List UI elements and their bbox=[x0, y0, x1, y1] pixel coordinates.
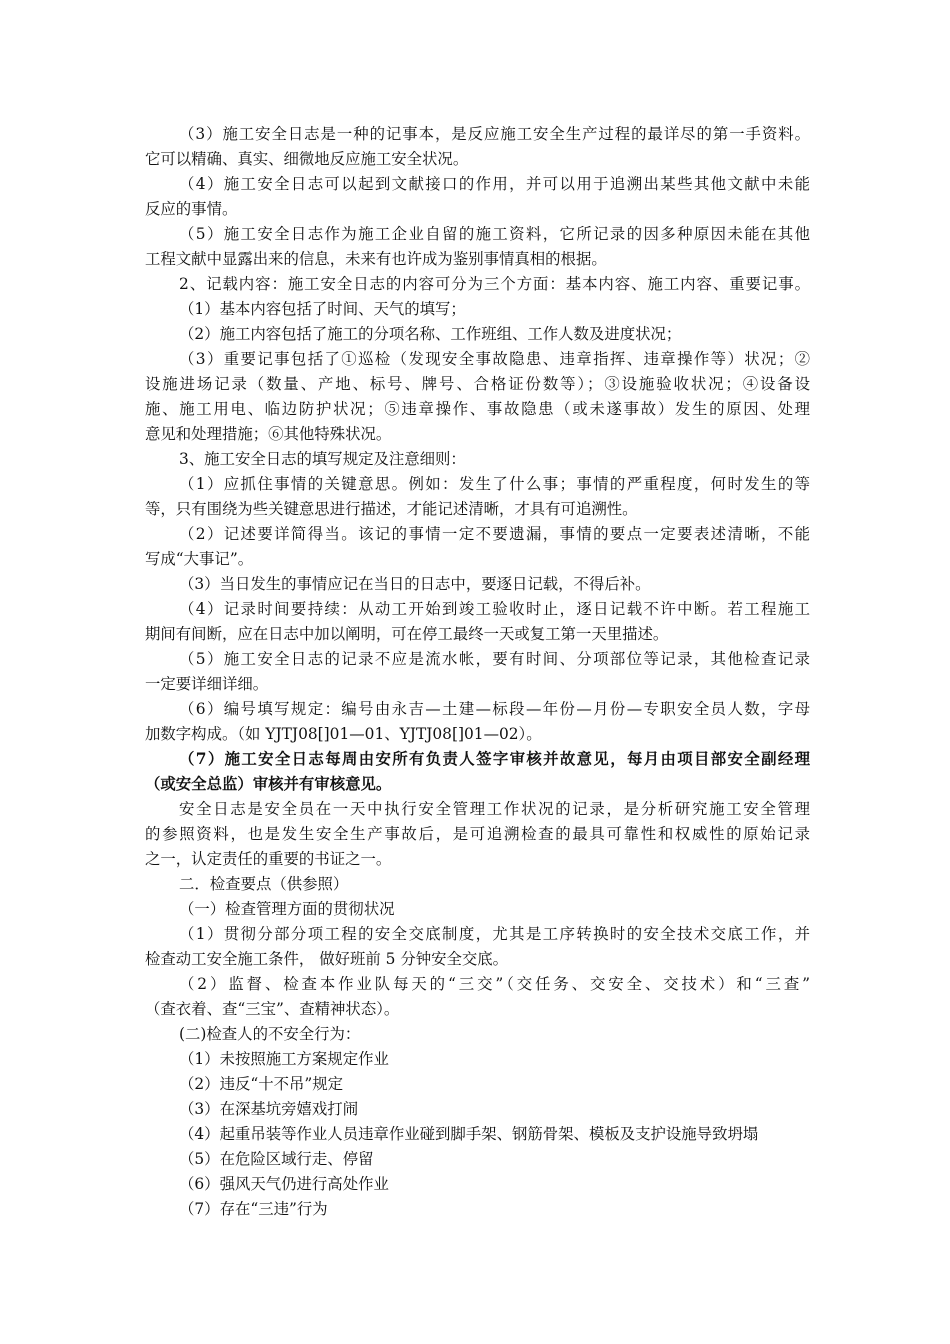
text-line: 3、施工安全日志的填写规定及注意细则： bbox=[179, 450, 466, 468]
text-line: （2）记述要详简得当。该记的事情一定不要遗漏，事情的要点一定要表述清晰，不能 bbox=[179, 525, 810, 543]
text-line: 检查动工安全施工条件， 做好班前 5 分钟安全交底。 bbox=[145, 950, 509, 968]
text-line: （1）基本内容包括了时间、天气的填写； bbox=[179, 300, 466, 318]
text-line: 2、记载内容：施工安全日志的内容可分为三个方面：基本内容、施工内容、重要记事。 bbox=[179, 275, 810, 293]
text-line: （2）施工内容包括了施工的分项名称、工作班组、工作人数及进度状况； bbox=[179, 325, 682, 343]
text-line: （查衣着、查“三宝”、查精神状态）。 bbox=[145, 1000, 400, 1018]
text-line: 加数字构成。（如 YJTJ08[]01—01、YJTJ08[]01—02）。 bbox=[145, 725, 542, 743]
text-line: （3）施工安全日志是一种的记事本，是反应施工安全生产过程的最详尽的第一手资料。 bbox=[179, 125, 810, 143]
text-line: 设施进场记录（数量、产地、标号、牌号、合格证份数等）；③设施验收状况；④设备设 bbox=[145, 375, 810, 393]
text-line: 安全日志是安全员在一天中执行安全管理工作状况的记录，是分析研究施工安全管理 bbox=[179, 800, 810, 818]
text-line: （1）贯彻分部分项工程的安全交底制度，尤其是工序转换时的安全技术交底工作，并 bbox=[179, 925, 810, 943]
text-line: （7）存在“三违”行为 bbox=[179, 1200, 328, 1218]
text-line: 它可以精确、真实、细微地反应施工安全状况。 bbox=[145, 150, 469, 168]
text-line: 二．检查要点（供参照） bbox=[179, 875, 349, 893]
text-line: （6）强风天气仍进行高处作业 bbox=[179, 1175, 389, 1193]
text-line: 之一，认定责任的重要的书证之一。 bbox=[145, 850, 392, 868]
text-line: 一定要详细详细。 bbox=[145, 675, 269, 693]
text-line: （4）施工安全日志可以起到文献接口的作用，并可以用于追溯出某些其他文献中未能 bbox=[179, 175, 810, 193]
text-line: （7）施工安全日志每周由安所有负责人签字审核并故意见，每月由项目部安全副经理 bbox=[179, 750, 810, 768]
text-line: （2）违反“十不吊”规定 bbox=[179, 1075, 344, 1093]
text-line: 意见和处理措施；⑥其他特殊状况。 bbox=[145, 425, 392, 443]
text-line: （或安全总监）审核并有审核意见。 bbox=[145, 775, 392, 793]
text-line: （3）重要记事包括了①巡检（发现安全事故隐患、违章指挥、违章操作等）状况；② bbox=[179, 350, 810, 368]
text-line: （2）监督、检查本作业队每天的“三交”（交任务、交安全、交技术）和“三查” bbox=[179, 975, 810, 993]
text-line: 写成“大事记”。 bbox=[145, 550, 254, 568]
text-line: （5）施工安全日志作为施工企业自留的施工资料，它所记录的因多种原因未能在其他 bbox=[179, 225, 810, 243]
text-line: （4）起重吊装等作业人员违章作业碰到脚手架、钢筋骨架、模板及支护设施导致坍塌 bbox=[179, 1125, 759, 1143]
text-line: 反应的事情。 bbox=[145, 200, 238, 218]
text-line: 施、施工用电、临边防护状况；⑤违章操作、事故隐患（或未遂事故）发生的原因、处理 bbox=[145, 400, 810, 418]
text-line: （1）应抓住事情的关键意思。例如：发生了什么事；事情的严重程度，何时发生的等 bbox=[179, 475, 810, 493]
document-page bbox=[145, 122, 810, 1222]
text-line: （3）在深基坑旁嬉戏打闹 bbox=[179, 1100, 359, 1118]
text-line: 工程文献中显露出来的信息，未来有也许成为鉴别事情真相的根据。 bbox=[145, 250, 607, 268]
text-line: 的参照资料，也是发生安全生产事故后，是可追溯检查的最具可靠性和权威性的原始记录 bbox=[145, 825, 810, 843]
text-line: （3）当日发生的事情应记在当日的日志中，要逐日记载，不得后补。 bbox=[179, 575, 651, 593]
text-line: （1）未按照施工方案规定作业 bbox=[179, 1050, 389, 1068]
text-line: 等，只有围绕为些关键意思进行描述，才能记述清晰，才具有可追溯性。 bbox=[145, 500, 638, 518]
text-line: （5）在危险区域行走、停留 bbox=[179, 1150, 374, 1168]
text-line: （5）施工安全日志的记录不应是流水帐，要有时间、分项部位等记录，其他检查记录 bbox=[179, 650, 810, 668]
text-line: （6）编号填写规定：编号由永吉—土建—标段—年份—月份—专职安全员人数，字母 bbox=[179, 700, 810, 718]
text-line: （一）检查管理方面的贯彻状况 bbox=[179, 900, 395, 918]
text-line: (二)检查人的不安全行为： bbox=[179, 1025, 361, 1043]
text-line: （4）记录时间要持续：从动工开始到竣工验收时止，逐日记载不许中断。若工程施工 bbox=[179, 600, 810, 618]
text-line: 期间有间断，应在日志中加以阐明，可在停工最终一天或复工第一天里描述。 bbox=[145, 625, 669, 643]
